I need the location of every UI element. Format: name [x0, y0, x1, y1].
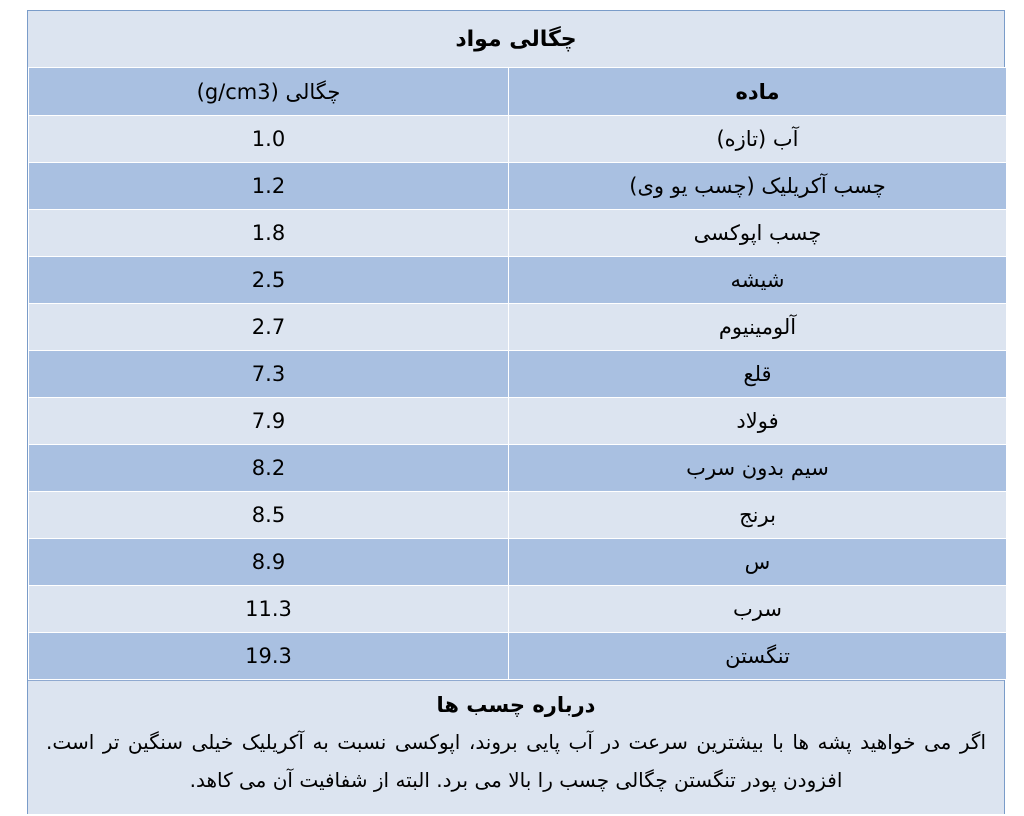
table-header-row [29, 68, 1007, 116]
material-name: قلع [509, 351, 1007, 398]
table-row [29, 304, 1007, 351]
density-value: 2.7 [29, 304, 509, 351]
density-value: 8.9 [29, 539, 509, 586]
density-value: 11.3 [29, 586, 509, 633]
notes-title: درباره چسب ها [436, 693, 596, 717]
density-value: 7.3 [29, 351, 509, 398]
material-name: آلومینیوم [509, 304, 1007, 351]
material-name: شیشه [509, 257, 1007, 304]
table-row [29, 586, 1007, 633]
material-name: آب (تازه) [509, 116, 1007, 163]
density-value: 19.3 [29, 633, 509, 680]
table-row [29, 257, 1007, 304]
density-value: 2.5 [29, 257, 509, 304]
table-row [29, 116, 1007, 163]
density-value: 7.9 [29, 398, 509, 445]
density-value: 8.5 [29, 492, 509, 539]
density-value: 1.2 [29, 163, 509, 210]
table-title: چگالی مواد [28, 11, 1004, 68]
density-table-card [27, 10, 1005, 814]
table-row [29, 539, 1007, 586]
material-name: سیم بدون سرب [509, 445, 1007, 492]
material-name: سرب [509, 586, 1007, 633]
density-value: 1.0 [29, 116, 509, 163]
table-row [29, 633, 1007, 680]
material-name: تنگستن [509, 633, 1007, 680]
table-row [29, 351, 1007, 398]
notes-body: اگر می خواهید پشه ها با بیشترین سرعت در آب پایی بروند، اپوکسی نسبت به آکریلیک خیلی سنگین تر است. افزودن پودر تنگستن چگالی چسب را بالا می برد. البته از شفافیت آن می کاهد. [46, 730, 986, 792]
material-name: برنج [509, 492, 1007, 539]
header-density: چگالی (g/cm3) [29, 68, 509, 116]
density-value: 8.2 [29, 445, 509, 492]
header-material: ماده [509, 68, 1007, 116]
material-name: فولاد [509, 398, 1007, 445]
density-table [28, 67, 1007, 680]
material-name: چسب آکریلیک (چسب یو وی) [509, 163, 1007, 210]
material-name: چسب اپوکسی [509, 210, 1007, 257]
table-row [29, 445, 1007, 492]
adhesive-notes [28, 680, 1004, 814]
table-row [29, 210, 1007, 257]
table-row [29, 492, 1007, 539]
density-value: 1.8 [29, 210, 509, 257]
table-row [29, 398, 1007, 445]
material-name: س [509, 539, 1007, 586]
table-row [29, 163, 1007, 210]
